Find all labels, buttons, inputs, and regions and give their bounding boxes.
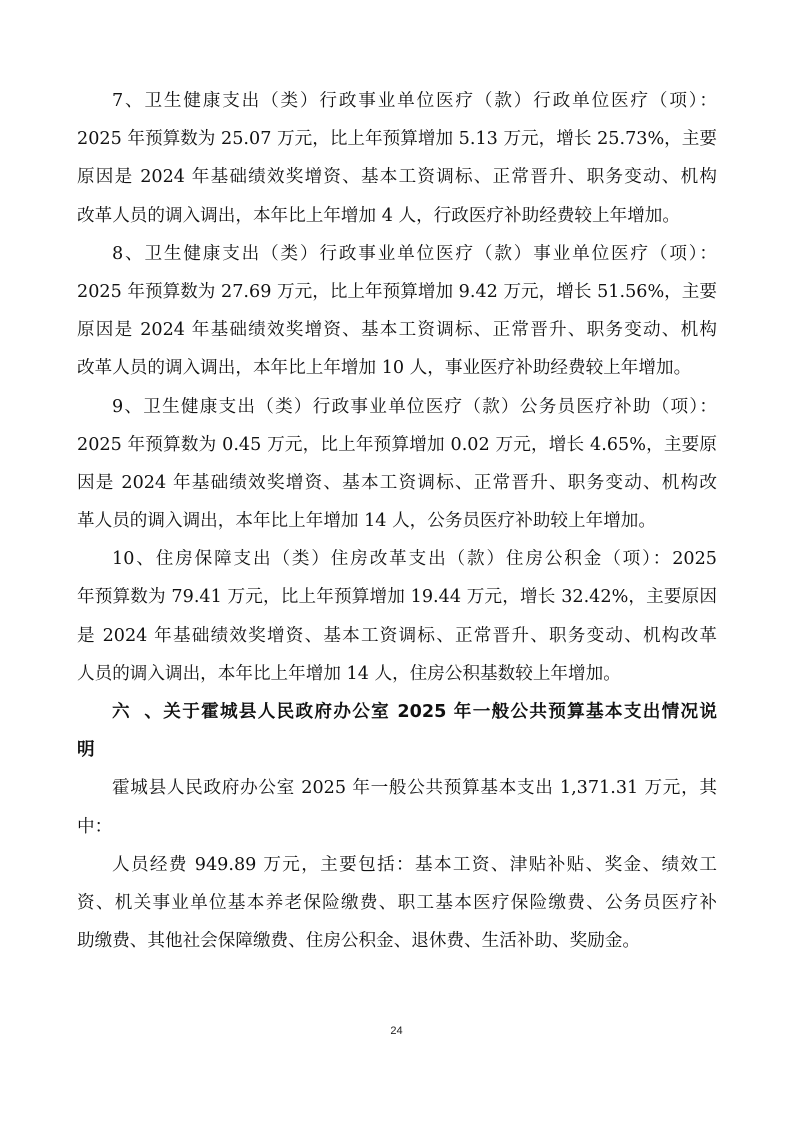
text-line: 7、卫生健康支出（类）行政事业单位医疗（款）行政单位医疗（项）： <box>112 91 717 111</box>
text-line: 2025 年预算数为 27.69 万元，比上年预算增加 9.42 万元，增长 51.56%，主要 <box>77 281 717 302</box>
text-line: 改革人员的调入调出，本年比上年增加 4 人，行政医疗补助经费较上年增加。 <box>77 205 680 226</box>
section-heading-line <box>77 693 717 731</box>
text-line: 2025 年预算数为 25.07 万元，比上年预算增加 5.13 万元，增长 25.73%，主要 <box>77 129 717 150</box>
paragraph-basic-expenditure-summary <box>77 769 717 845</box>
paragraph-housing-fund <box>77 540 717 693</box>
text-line: 因是 2024 年基础绩效奖增资、基本工资调标、正常晋升、职务变动、机构改 <box>77 472 717 493</box>
text-line: 原因是 2024 年基础绩效奖增资、基本工资调标、正常晋升、职务变动、机构 <box>77 320 717 341</box>
text-line: 资、机关事业单位基本养老保险缴费、职工基本医疗保险缴费、公务员医疗补 <box>77 892 717 913</box>
text-line: 原因是 2024 年基础绩效奖增资、基本工资调标、正常晋升、职务变动、机构 <box>77 167 717 188</box>
text-line: 人员的调入调出，本年比上年增加 14 人，住房公积基数较上年增加。 <box>77 663 621 684</box>
paragraph-personnel-expenses <box>77 846 717 961</box>
text-line: 霍城县人民政府办公室 2025 年一般公共预算基本支出 1,371.31 万元，其 <box>112 778 717 799</box>
section-heading <box>77 693 717 769</box>
text-line: 是 2024 年基础绩效奖增资、基本工资调标、正常晋升、职务变动、机构改革 <box>77 625 717 646</box>
section-number: 六、 <box>112 702 162 722</box>
text-line: 革人员的调入调出，本年比上年增加 14 人，公务员医疗补助较上年增加。 <box>77 511 656 532</box>
text-line: 年预算数为 79.41 万元，比上年预算增加 19.44 万元，增长 32.42%，主要原因 <box>77 587 717 608</box>
section-title: 关于霍城县人民政府办公室 2025 年一般公共预算基本支出情况说 <box>162 702 717 722</box>
paragraph-health-admin-medical <box>77 82 717 235</box>
text-line: 人员经费 949.89 万元，主要包括：基本工资、津贴补贴、奖金、绩效工 <box>112 854 717 875</box>
section-heading-line: 明 <box>77 740 95 761</box>
text-line: 10、住房保障支出（类）住房改革支出（款）住房公积金（项）：2025 <box>112 549 717 570</box>
text-line: 改革人员的调入调出，本年比上年增加 10 人，事业医疗补助经费较上年增加。 <box>77 358 692 379</box>
paragraph-health-institution-medical <box>77 235 717 388</box>
text-line: 2025 年预算数为 0.45 万元，比上年预算增加 0.02 万元，增长 4.65%，主要原 <box>77 434 717 455</box>
document-body <box>77 82 717 960</box>
text-line: 8、卫生健康支出（类）行政事业单位医疗（款）事业单位医疗（项）： <box>112 243 717 264</box>
page-number: 24 <box>390 1025 403 1037</box>
text-line: 助缴费、其他社会保障缴费、住房公积金、退休费、生活补助、奖励金。 <box>77 931 641 952</box>
paragraph-civil-servant-medical <box>77 388 717 541</box>
text-line: 9、卫生健康支出（类）行政事业单位医疗（款）公务员医疗补助（项）： <box>112 396 717 417</box>
text-line: 中： <box>77 816 113 837</box>
